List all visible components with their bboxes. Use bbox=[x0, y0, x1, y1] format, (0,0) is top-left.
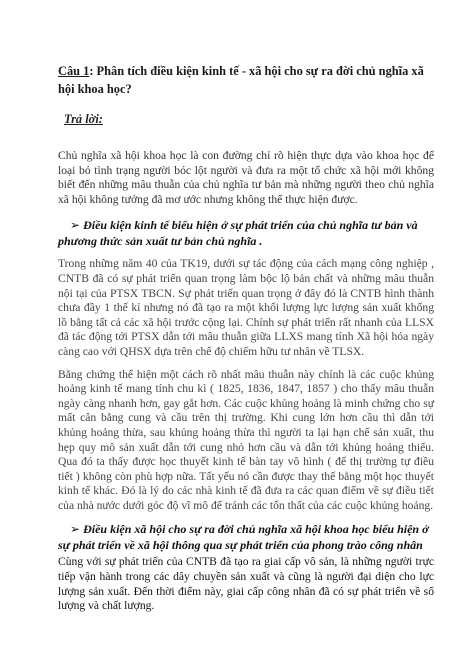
section1-heading bbox=[58, 217, 434, 249]
question-text: : Phân tích điều kiện kinh tế - xã hội cho sự ra đời chủ nghĩa xã hội khoa học? bbox=[58, 64, 424, 96]
intro-paragraph: Chủ nghĩa xã hội khoa học là con đường chỉ rõ hiện thực dựa vào khoa học để loại bỏ tình trạng người bóc lột người và đưa ra một tổ chức xã hội mới không biết đến những mâu thuẫn của chủ nghĩa tư bản mà những người theo chủ nghĩa xã hội không tưởng đã mơ ước nhưng không thể thực hiện được. bbox=[58, 149, 434, 206]
section1-heading-text: Điều kiện kinh tế biểu hiện ở sự phát triển của chủ nghĩa tư bản và phương thức sản xuất tư bản chủ nghĩa . bbox=[58, 218, 418, 249]
section1-paragraph-2: Bằng chứng thể hiện một cách rõ nhất mâu thuẫn này chính là các cuộc khủng hoảng kinh tế mang tính chu kì ( 1825, 1836, 1847, 1857 ) cho thấy mâu thuẫn ngày càng nhanh hơn, gay gắt hơn. Các cuộc khủng hoảng là minh chứng cho sự mất cân bằng cung và cầu trên thị trường. Khi cung lớn hơn cầu thì dẫn tới khủng hoảng thừa, sau khủng hoảng thừa thì người ta lại hạn chế sản xuất, thu hẹp quy mô sản xuất dẫn tới cung nhỏ hơn cầu và dẫn tới khủng hoảng thiếu. Qua đó ta thấy được học thuyết kinh tế bàn tay vô hình ( để thị trường tự điều tiết ) không còn phù hợp nữa. Tất yếu nó cần được thay thế bằng một học thuyết kinh tế khác. Đó là lý do các nhà kinh tế đã đưa ra các quan điểm về sự điều tiết của nhà nước dưới góc độ vĩ mô để tránh các tổn thất của các cuộc khủng hoảng. bbox=[58, 367, 434, 512]
section1-paragraph-1: Trong những năm 40 của TK19, dưới sự tác động của cách mạng công nghiệp , CNTB đã có sự phát triển quan trọng làm bộc lộ bản chất và những mâu thuẫn nội tại của PTSX TBCN. Sự phát triển quan trọng ở đây đó là CNTB hình thành chưa đầy 1 thế kỉ nhưng nó đã tạo ra một khối lượng lực lượng sản xuất khổng lồ bằng tất cả các xã hội trước cộng lại. Chính sự phát triển rất nhanh của LLSX đã tác động tới PTSX dẫn tới mâu thuẫn giữa LLXS mang tính Xã hội hóa ngày càng cao với QHSX dựa trên chế độ chiếm hữu tư nhân về TLSX. bbox=[58, 257, 434, 358]
section2-heading bbox=[58, 521, 434, 553]
answer-label: Trả lời: bbox=[64, 112, 103, 126]
question-heading bbox=[58, 62, 434, 98]
question-number: Câu 1 bbox=[58, 64, 90, 78]
arrow-bullet-icon: ➢ bbox=[70, 522, 81, 537]
section2-paragraph-1: Cùng với sự phát triển của CNTB đã tạo ra giai cấp vô sản, là những người trực tiếp vận hành trong các dây chuyền sản xuất và cũng là người đại diện cho lực lượng sản xuất. Đến thời điểm này, giai cấp công nhân đã có sự phát triển về số lượng và chất lượng. bbox=[58, 555, 434, 613]
arrow-bullet-icon: ➢ bbox=[70, 218, 81, 233]
section2-heading-text: Điều kiện xã hội cho sự ra đời chủ nghĩa xã hội khoa học biểu hiện ở sự phát triển về xã hội thông qua sự phát triển của phong trào công nhân bbox=[58, 522, 429, 553]
